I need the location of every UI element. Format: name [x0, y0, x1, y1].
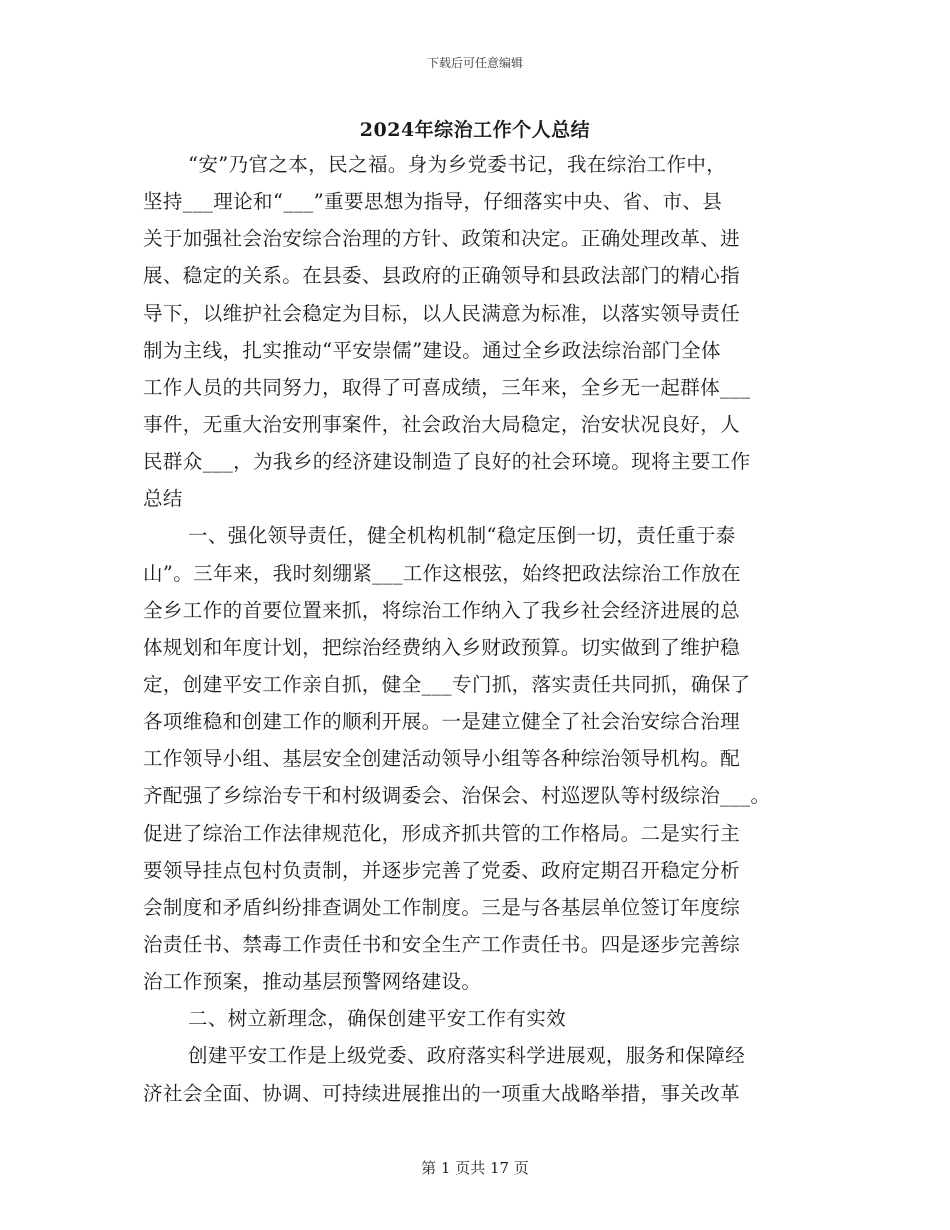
body-text-line: 创建平安工作是上级党委、政府落实科学进展观，服务和保障经 [188, 1044, 746, 1068]
body-text-line: 全乡工作的首要位置来抓，将综治工作纳入了我乡社会经济进展的总 [143, 598, 741, 622]
document-title: 2024年综治工作个人总结 [359, 119, 591, 141]
body-text-line: 治责任书、禁毒工作责任书和安全生产工作责任书。四是逐步完善综 [143, 932, 741, 956]
body-text-line: 齐配强了乡综治专干和村级调委会、治保会、村巡逻队等村级综治___。 [143, 784, 771, 808]
body-text-line: 制为主线，扎实推动“平安崇儒”建设。通过全乡政法综治部门全体 [143, 338, 721, 362]
body-text-line: 关于加强社会治安综合治理的方针、政策和决定。正确处理改革、进 [143, 227, 741, 251]
body-text-line: 展、稳定的关系。在县委、县政府的正确领导和县政法部门的精心指 [143, 264, 741, 288]
body-text-line: 济社会全面、协调、可持续进展推出的一项重大战略举措，事关改革 [143, 1081, 741, 1105]
body-text-line: 治工作预案，推动基层预警网络建设。 [143, 970, 482, 994]
body-text-line: 工作领导小组、基层安全创建活动领导小组等各种综治领导机构。配 [143, 747, 741, 771]
body-text-line: 民群众___，为我乡的经济建设制造了良好的社会环境。现将主要工作 [143, 450, 751, 474]
body-text-line: 体规划和年度计划，把综治经费纳入乡财政预算。切实做到了维护稳 [143, 635, 741, 659]
page-header-note: 下载后可任意编辑 [426, 56, 523, 70]
body-text-line: 促进了综治工作法律规范化，形成齐抓共管的工作格局。二是实行主 [143, 821, 741, 845]
page-number-footer: 第 1 页共 17 页 [421, 1159, 529, 1177]
body-text-line: 二、树立新理念，确保创建平安工作有实效 [188, 1007, 567, 1031]
body-text-line: 会制度和矛盾纠纷排查调处工作制度。三是与各基层单位签订年度综 [143, 895, 741, 919]
body-text-line: 各项维稳和创建工作的顺利开展。一是建立健全了社会治安综合治理 [143, 710, 741, 734]
body-text-line: 事件，无重大治安刑事案件，社会政治大局稳定，治安状况良好，人 [143, 412, 741, 436]
body-text-line: 一、强化领导责任，健全机构机制“稳定压倒一切，责任重于泰 [188, 524, 736, 548]
body-text-line: 定，创建平安工作亲自抓，健全___专门抓，落实责任共同抓，确保了 [143, 672, 751, 696]
body-text-line: 坚持___理论和“___”重要思想为指导，仔细落实中央、省、市、县 [143, 190, 723, 214]
body-text-line: “安”乃官之本，民之福。身为乡党委书记，我在综治工作中， [188, 153, 727, 176]
body-text-line: 要领导挂点包村负责制，并逐步完善了党委、政府定期召开稳定分析 [143, 858, 741, 882]
document-body [143, 146, 813, 1112]
body-text-line: 导下，以维护社会稳定为目标，以人民满意为标准，以落实领导责任 [143, 301, 741, 325]
body-text-line: 工作人员的共同努力，取得了可喜成绩，三年来，全乡无一起群体___ [143, 375, 751, 399]
body-text-line: 山”。三年来，我时刻绷紧___工作这根弦，始终把政法综治工作放在 [143, 561, 742, 585]
body-text-line: 总结 [143, 487, 183, 511]
